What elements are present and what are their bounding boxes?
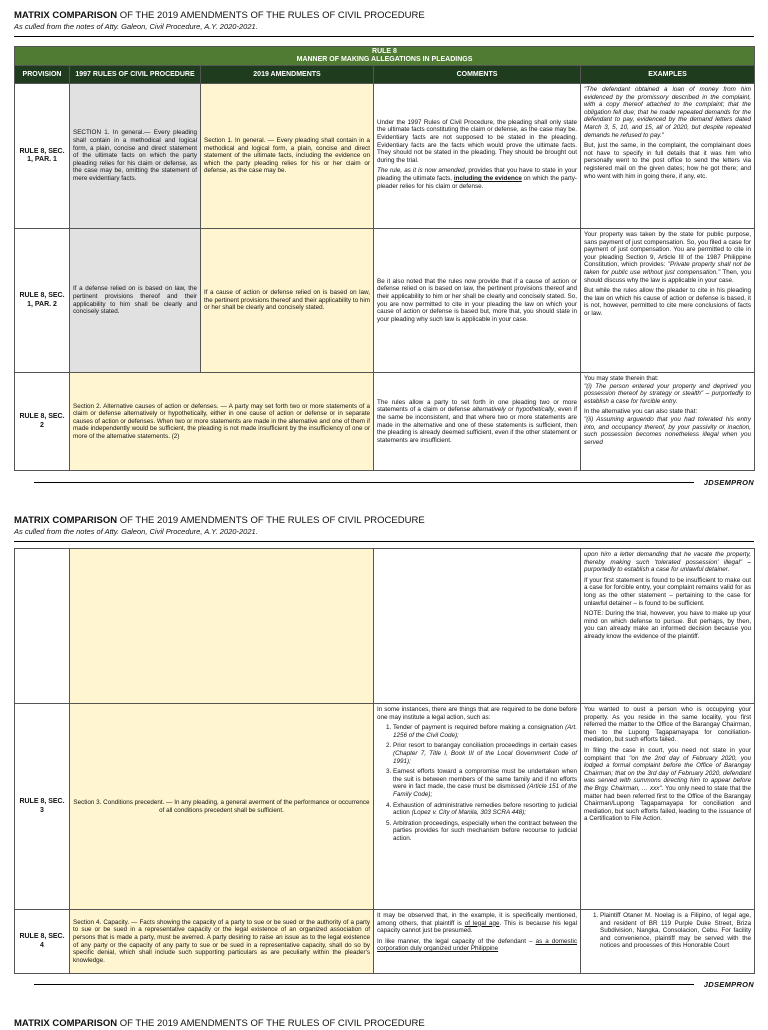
comment-paragraph (377, 938, 577, 953)
comment-paragraph (377, 912, 577, 935)
comment-text: In like manner, the legal capacity of the defendant – (377, 937, 536, 945)
example-list (584, 912, 751, 950)
example-text: You only need to state that the matter had been referred first to the Office of the Barangay Chairman/Lupong Tagapamayapa for conciliation and mediation, but such efforts failed, leading to the issuance of a Certification to File Action. (584, 784, 751, 823)
example-text: In filing the case in court, you need not state in your complaint that (584, 746, 751, 762)
provision-cell: RULE 8, SEC. 1, PAR. 2 (15, 229, 70, 373)
matrix-table-page-1 (14, 46, 755, 471)
example-text: Your property was taken by the state for public purpose, sans payment of just compensation. So, you filed a case for payment of just compensation. You are permitted to cite in your pleading Section 9, Article III of the 1987 Philippine Constitution, which provides: (584, 231, 751, 269)
header-provision: PROVISION (15, 66, 70, 84)
example-cell (581, 84, 755, 229)
example-cell (581, 549, 755, 704)
example-cell (581, 704, 755, 910)
list-item (393, 820, 577, 843)
comment-cell (374, 910, 581, 974)
comment-cell (374, 84, 581, 229)
example-quote: "(i) The person entered your property and deprived you possession thereof by strategy or stealth" – purportedly to establish a case for forcible entry. (584, 382, 751, 405)
document-title (14, 515, 754, 527)
list-item-text: Prior resort to barangay conciliation proceedings in certain cases (393, 742, 577, 750)
document-subtitle: As culled from the notes of Atty. Galeon, Civil Procedure, A.Y. 2020-2021. (14, 22, 258, 31)
list-item (393, 768, 577, 798)
table-row (15, 373, 755, 471)
matrix-table-page-2 (14, 548, 755, 974)
example-cell (581, 373, 755, 471)
header-2019-amendments: 2019 AMENDMENTS (201, 66, 374, 84)
title-rule (14, 541, 754, 542)
header-examples: EXAMPLES (581, 66, 755, 84)
page-footer (14, 478, 754, 488)
footer-rule (34, 984, 694, 985)
example-cell (581, 229, 755, 373)
comment-highlight: as a domestic corporation duly organized under Philippine (377, 937, 577, 953)
comment-highlight: of legal age (464, 919, 500, 927)
title-rule (14, 36, 754, 37)
list-item-citation: (Art. 1256 of the Civil Code); (393, 724, 577, 739)
provision-cell (15, 549, 70, 704)
list-item-text: Tender of payment is required before making a consignation (393, 724, 566, 732)
example-paragraph: In the alternative you can also state that: (584, 408, 698, 416)
comment-emphasis: The rule, as it is now amended (377, 167, 465, 175)
table-row (15, 910, 755, 974)
page-footer (14, 980, 754, 990)
old-rule-cell: SECTION 1. In general.— Every pleading shall contain in a methodical and logical form, a plain, concise and direct statement of the ultimate facts on which the party pleading relies for his claim or defense, as the case may be, omitting the statement of mere evidentiary facts. (70, 84, 201, 229)
footer-rule (34, 482, 694, 483)
comment-highlight: including the evidence (453, 174, 522, 182)
provision-cell: RULE 8, SEC. 3 (15, 704, 70, 910)
amendment-cell: If a cause of action or defense relied on is based on law, the pertinent provisions thereof and their applicability to him or her shall be clearly and concisely stated. (201, 229, 374, 373)
amendment-cell: Section 3. Conditions precedent. — In any pleading, a general averment of the performance or occurrence of all conditions precedent shall be sufficient. (70, 704, 374, 910)
comment-text: The rules allow a party to set forth in one pleading two or more statements of a claim or defense (377, 398, 577, 414)
provision-cell: RULE 8, SEC. 4 (15, 910, 70, 974)
old-rule-cell: If a defense relied on is based on law, the pertinent provisions thereof and their applicability to him shall be clearly and concisely stated. (70, 229, 201, 373)
amendment-cell (70, 549, 374, 704)
example-paragraph: If your first statement is found to be insufficient to make out a case for forcible entry, your complaint remains valid for as long as the other statement – pertaining to the case for unlawful detainer – is found to be sufficient. (584, 576, 751, 607)
example-paragraph (584, 747, 751, 823)
table-row (15, 704, 755, 910)
list-item: 1. Plaintiff Otaner M. Noelag is a Filipino, of legal age, and resident of BR 119 Purple Duke Street, Briza Subdivision, Nangka, Consolacion, Cebu. For facility and convenience, plaintiff may be served with the notices and processes of this Honorable Court (600, 912, 751, 950)
table-row (15, 84, 755, 229)
example-paragraph: NOTE: During the trial, however, you have to make up your mind on which defense to pursue. But perhaps, by then, you can already make an informed decision because you already know the evidence of the plaintiff. (584, 610, 751, 640)
example-text: Then, you should discuss why the law is applicable in your case. (584, 268, 751, 284)
header-comments: COMMENTS (374, 66, 581, 84)
list-item (393, 724, 577, 739)
example-quote: "The defendant obtained a loan of money from him evidenced by the promissory described in the complaint, with a copy thereof attached to the complaint; that the obligation fell due; that he made repeated demands for the defendant to pay, evidenced by the demand letters dated March 3, 5, 10, and 15, all of 2020, but despite repeated demands he refused to pay." (584, 86, 751, 139)
comment-cell (374, 549, 581, 704)
comment-emphasis: alternatively or hypothetically (472, 406, 555, 414)
document-subtitle: As culled from the notes of Atty. Galeon, Civil Procedure, A.Y. 2020-2021. (14, 527, 258, 536)
rule-title: RULE 8 (372, 48, 397, 55)
document-title-bold: MATRIX COMPARISON (14, 10, 118, 21)
page-3-header (14, 1018, 754, 1030)
example-paragraph: But, just the same, in the complaint, the complainant does not have to specify in full details that it was him who personally went to the post office to send the letters via registered mail on the given dates; how he got there; and who went with him in going there, if any, etc. (584, 142, 751, 180)
comment-paragraph (377, 167, 577, 190)
amendment-cell: Section 2. Alternative causes of action or defenses. — A party may set forth two or more statements of a claim or defense alternatively or hypothetically, either in one cause of action or defense or in separate causes of action or defenses. When two or more statements are made in the alternative and one of them if made independently would be sufficient, the pleading is not made insufficient by the insufficiency of one or more of the alternative statements. (2) (70, 373, 374, 471)
table-row (15, 549, 755, 704)
provision-cell: RULE 8, SEC. 2 (15, 373, 70, 471)
example-quote: "Private property shall not be taken for public use without just compensation." (584, 261, 751, 276)
footer-author-tag: JDSEMPRON (703, 478, 754, 487)
list-item-citation: (Lopez v. City of Manila, 303 SCRA 448); (411, 809, 527, 817)
comment-text: , even if the same be inconsistent, and that where two or more statements are made in the alternative and one of these statements is sufficient, then the pleading is already deemed sufficient, even if the other statement or statements are insufficient. (377, 406, 577, 444)
list-item (393, 802, 577, 817)
page-2 (14, 515, 754, 989)
example-paragraph: You wanted to oust a person who is occupying your property. As you reside in the same locality, you first referred the matter to the Office of the Barangay Chairman, then to the Lupong Tagapamayapa for conciliation-mediation, but such efforts failed. (584, 706, 751, 744)
document-title-rest: OF THE 2019 AMENDMENTS OF THE RULES OF CIVIL PROCEDURE (117, 10, 425, 21)
document-title-bold: MATRIX COMPARISON (14, 515, 118, 526)
comment-cell: Be it also noted that the rules now provide that if a cause of action or defense relied on is based on law, the pertinent provisions thereof and their applicability to him or her shall be clearly and concisely stated. So, you are now permitted to cite in your pleading the law on which your cause of action or defense is based but, more that, you should state in your pleading why such law is applicable in your case. (374, 229, 581, 373)
example-quote: upon him a letter demanding that he vacate the property, thereby making such 'tolerated possession' illegal" – purportedly to establish a case for unlawful detainer. (584, 551, 751, 574)
footer-author-tag: JDSEMPRON (703, 980, 754, 989)
provision-cell: RULE 8, SEC. 1, PAR. 1 (15, 84, 70, 229)
list-item (393, 742, 577, 765)
list-item-text: Arbitration proceedings, especially when the contract between the parties provides for such mechanism before recourse to judicial action. (393, 819, 577, 842)
example-quote: "(ii) Assuming arguendo that you had tolerated his entry into, and occupancy thereof, by your passivity or inaction, such possession becomes nonetheless illegal when you served (584, 415, 751, 446)
rule-subtitle: MANNER OF MAKING ALLEGATIONS IN PLEADINGS (296, 56, 473, 63)
document-title (14, 10, 754, 22)
amendment-cell: Section 1. In general. — Every pleading shall contain in a methodical and logical form, a plain, concise and direct statement of the ultimate facts, including the evidence on which the party pleading relies for his or her claim or defense, as the case may be. (201, 84, 374, 229)
amendment-cell: Section 4. Capacity. — Facts showing the capacity of a party to sue or be sued or the authority of a party to sue or be sued in a representative capacity or the legal existence of an organized association of persons that is made a party, must be averred. A party desiring to raise an issue as to the legal existence of any party or the capacity of any party to sue or be sued in a representative capacity, shall do so by specific denial, which shall include such supporting particulars as are peculiarly within the pleader's knowledge. (70, 910, 374, 974)
list-item-citation: (Article 151 of the Family Code); (393, 783, 577, 798)
header-1997-rules: 1997 RULES OF CIVIL PROCEDURE (70, 66, 201, 84)
example-quote: "on the 2nd day of February 2020, you lodged a formal complaint before the Office of Barangay Chairman; that on the 3rd day of February 2020, defendant was served with summons directing him to appear before the Brgy. Chairman, … xxx". (584, 754, 751, 792)
page-1 (14, 10, 754, 487)
list-item-text: Earnest efforts toward a compromise must be undertaken when the suit is between members of the same family and if no efforts were in fact made, the case must be dismissed (393, 768, 577, 791)
comment-paragraph: Under the 1997 Rules of Civil Procedure, the pleading shall only state the ultimate facts constituting the claim or defense, as the case may be. Evidentiary facts are not supposed to be stated in the pleading. Evidentiary facts are the facts which would prove the ultimate facts. They should not be stated in the pleading. They should be brought out during the trial. (377, 118, 577, 164)
example-paragraph (584, 231, 751, 284)
list-item-text: Exhaustion of administrative remedies before resorting to judicial action (393, 801, 577, 817)
document-title (14, 1018, 754, 1030)
comment-cell (374, 704, 581, 910)
comment-text: . This is because his legal capacity cannot just be presumed. (377, 919, 577, 935)
comment-text: on which the party-pleader relies for his claim or defense. (377, 174, 577, 190)
conditions-precedent-list (377, 724, 577, 842)
comment-text: It may be observed that, in the example, it is specifically mentioned, among others, that plaintiff is (377, 912, 577, 927)
example-paragraph: But while the rules allow the pleader to cite in his pleading the law on which his cause of action or defense is based, it is not, however, permitted to cite mere conclusions of facts or law. (584, 287, 751, 317)
document-title-rest: OF THE 2019 AMENDMENTS OF THE RULES OF CIVIL PROCEDURE (117, 515, 425, 526)
comment-paragraph: In some instances, there are things that are required to be done before one may institute a legal action, such as: (377, 706, 577, 721)
comment-cell (374, 373, 581, 471)
example-cell (581, 910, 755, 974)
document-title-bold: MATRIX COMPARISON (14, 1018, 118, 1029)
table-row (15, 229, 755, 373)
rule-heading (15, 47, 755, 66)
list-item-citation: (Chapter 7, Title I, Book III of the Local Government Code of 1991); (393, 749, 577, 765)
example-paragraph: You may state therein that: (584, 375, 659, 382)
document-title-rest: OF THE 2019 AMENDMENTS OF THE RULES OF CIVIL PROCEDURE (117, 1018, 425, 1029)
comment-text: , provides that you have to state in your pleading the ultimate facts, (377, 167, 577, 182)
